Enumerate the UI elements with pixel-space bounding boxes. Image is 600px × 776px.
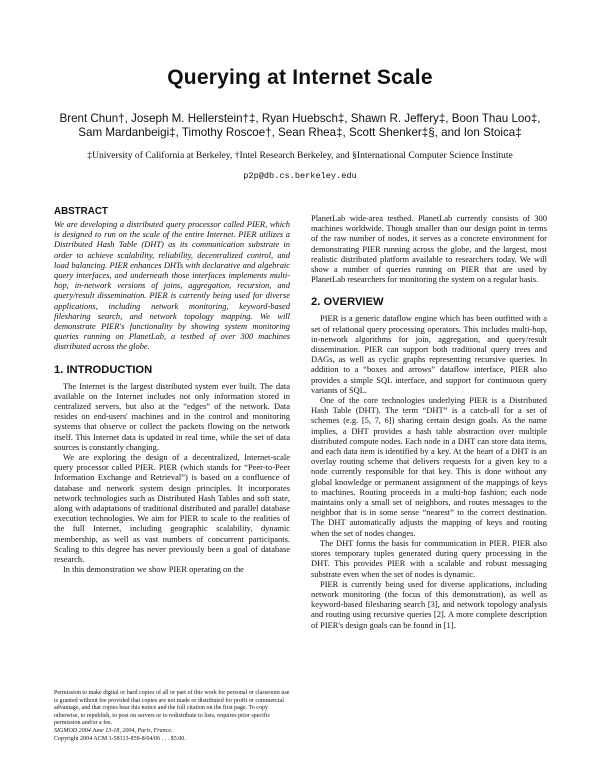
overview-paragraph-4: PIER is currently being used for diverse applications, including network monitoring (the focus of this demonstration), as well as keyword-based filesharing search [3], and network topology analysis and routing using recursive queries [2]. A more complete description of PIER's design goals can be found in [1]. [311,578,547,630]
intro-paragraph-4: PlanetLab wide-area testbed. PlanetLab currently consists of 300 machines worldwide. Though smaller than our design point in terms of the raw number of nodes, it serves as a concrete environment for demonstrating PIER running across the globe, and the largest, most realistic distributed platform available to researchers today. We will show a number of queries running on PIER that are used by PlanetLab researchers for monitoring the system on a regular basis. [311,213,547,285]
right-column [311,213,547,630]
intro-paragraph-2: We are exploring the design of a decentralized, Internet-scale query processor called PIER. PIER (which stands for “Peer-to-Peer Information Exchange and Retrieval”) is based on a confluence of database and network system design principles. It incorporates network technologies such as Distributed Hash Tables and soft state, along with adaptations of traditional distributed and parallel database execution technologies. We aim for PIER to scale to the realities of the full Internet, including geographic scalability, dynamic membership, as well as vast numbers of concurrent participants. Scaling to this degree has never previously been a goal of database research. [54,452,290,565]
left-column [54,205,290,575]
author-list [40,112,560,140]
intro-paragraph-1: The Internet is the largest distributed system ever built. The data available on the Internet includes not only information stored in centralized servers, but also at the “edges” of the network. Data resides on end-users' machines and in the control and monitoring systems that observe or collect the packets flowing on the network itself. This Internet data is updated in real time, while the set of data sources is constantly changing. [54,380,290,452]
intro-paragraph-3: In this demonstration we show PIER operating on the [63,564,244,575]
copyright-footnote [54,690,290,743]
overview-paragraph-1: PIER is a generic dataflow engine which has been outfitted with a set of relational query processing operators. This includes multi-hop, in-network algorithms for join, aggregation, and query/result dissemination. PIER can support both traditional query trees and DAGs, as well as cyclic graphs representing recursive queries. In addition to a “boxes and arrows” dataflow interface, PIER also provides a simple SQL interface, and support for continuous query variants of SQL. [311,313,547,395]
paper-title: Querying at Internet Scale [167,66,433,89]
permission-notice: Permission to make digital or hard copies of all or part of this work for personal or classroom use is granted without fee provided that copies are not made or distributed for profit or commercial advantage, and that copies bear this notice and the full citation on the first page. To copy otherwise, to republish, to post on servers or to redistribute to lists, requires prior specific permission and/or a fee. [54,690,290,727]
overview-paragraph-3: The DHT forms the basis for communication in PIER. PIER also stores temporary tuples generated during query processing in the DHT. This provides PIER with a scalable and robust messaging substrate even when the set of nodes is dynamic. [311,537,547,579]
overview-paragraph-2: One of the core technologies underlying PIER is a Distributed Hash Table (DHT). The term “DHT” is a catch-all for a set of schemes (e.g. [5, 7, 6]) sharing certain design goals. As the name implies, a DHT provides a hash table abstraction over multiple distributed compute nodes. Each node in a DHT can store data items, and each data item is identified by a key. At the heart of a DHT is an overlay routing scheme that delivers requests for a given key to a node currently responsible for that key. This is done without any global knowledge or permanent assignment of the mappings of keys to machines. Routing proceeds in a multi-hop fashion; each node maintains only a small set of neighbors, and routes messages to the neighbor that is in some sense “nearest” to the correct destination. The DHT automatically adjusts the mapping of keys and routing when the set of nodes changes. [311,395,547,538]
authors-line-1: Brent Chun†, Joseph M. Hellerstein†‡, Ryan Huebsch‡, Shawn R. Jeffery‡, Boon Thau Loo‡, [59,112,541,125]
copyright-line: Copyright 2004 ACM 1-58113-859-8/04/06 . . . $5.00. [54,735,186,742]
conference-info: SIGMOD 2004 June 13-18, 2004, Paris, France. [54,727,173,734]
abstract-text: We are developing a distributed query processor called PIER, which is designed to run on the scale of the entire Internet. PIER utilizes a Distributed Hash Table (DHT) as its communication substrate in order to achieve scalability, reliability, decentralized control, and load balancing. PIER enhances DHTs with declarative and algebraic query interfaces, and underneath those interfaces implements multi-hop, in-network versions of joins, aggregation, recursion, and query/result dissemination. PIER is currently being used for diverse applications, including network monitoring, keyword-based filesharing search, and network topology mapping. We will demonstrate PIER's functionality by showing system monitoring queries running on PlanetLab, a testbed of over 300 machines distributed across the globe. [54,219,290,352]
contact-email: p2p@db.cs.berkeley.edu [243,171,357,181]
affiliations: ‡University of California at Berkeley, †Intel Research Berkeley, and §International Computer Science Institute [87,150,513,161]
abstract-heading: ABSTRACT [54,206,108,217]
overview-heading: 2. OVERVIEW [311,296,384,309]
authors-line-2: Sam Mardanbeigi‡, Timothy Roscoe†, Sean Rhea‡, Scott Shenker‡§, and Ion Stoica‡ [78,126,522,139]
introduction-heading: 1. INTRODUCTION [54,363,153,376]
